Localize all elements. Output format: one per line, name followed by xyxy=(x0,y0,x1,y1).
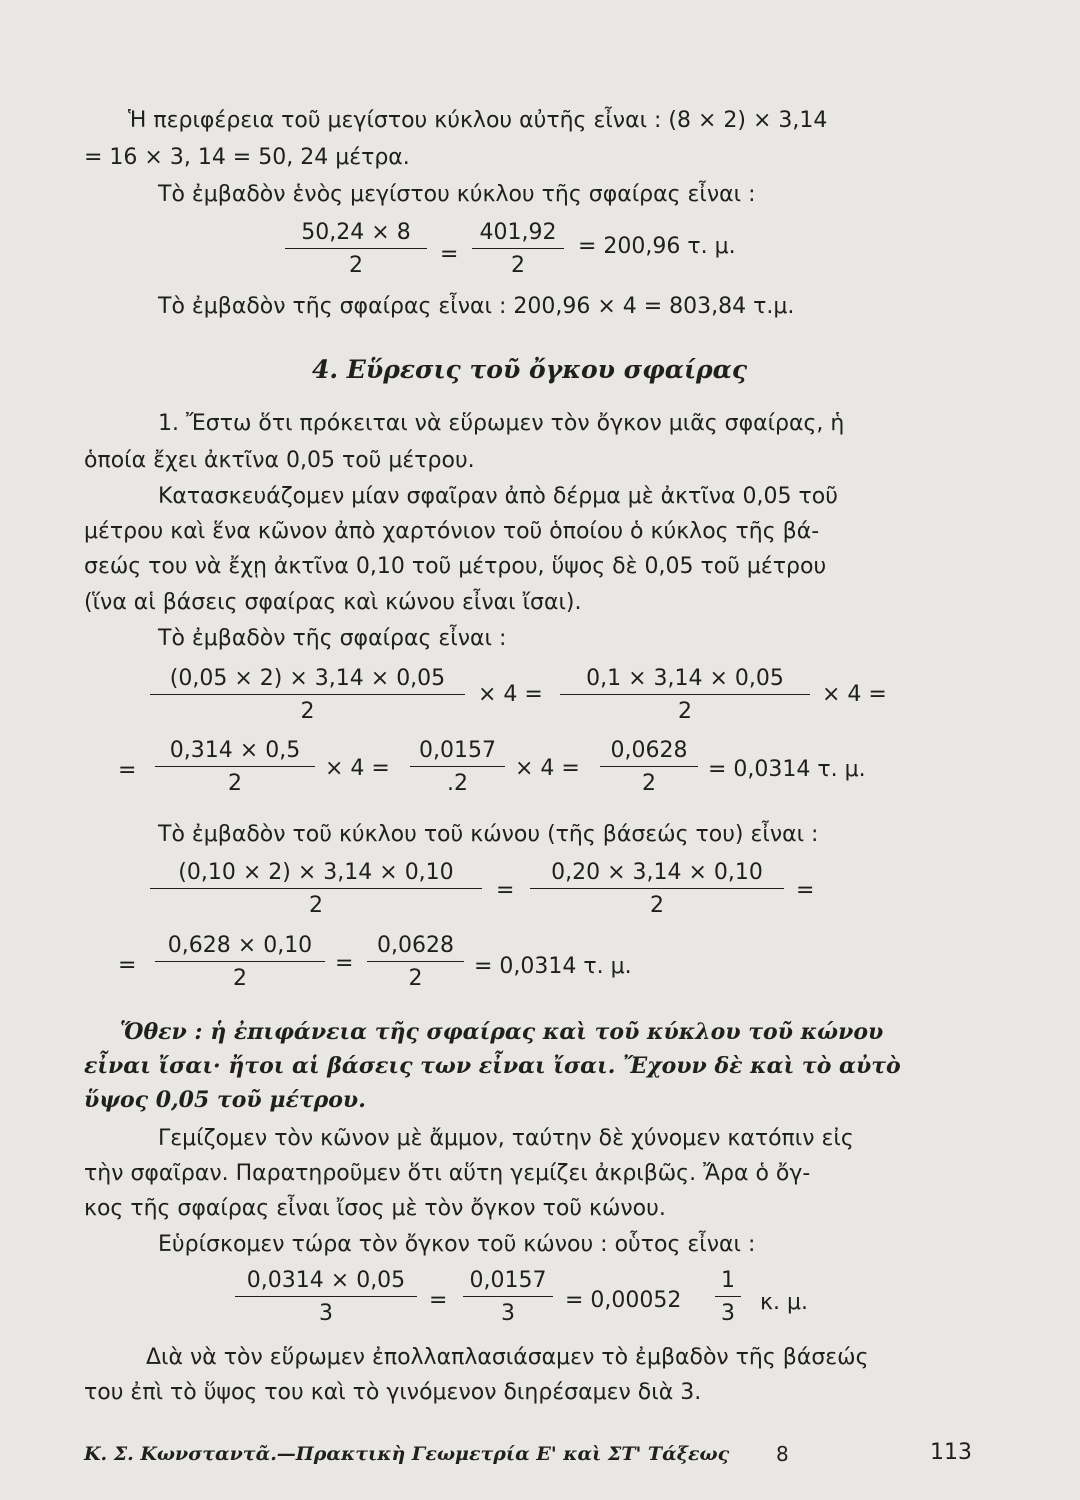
text-line: σεώς του νὰ ἔχῃ ἀκτῖνα 0,10 τοῦ μέτρου, ὕψος δὲ 0,05 τοῦ μέτρου xyxy=(84,554,827,579)
fraction xyxy=(472,222,564,277)
text-line: Ἡ περιφέρεια τοῦ μεγίστου κύκλου αὐτῆς εἶναι : (8 × 2) × 3,14 xyxy=(128,108,828,133)
text-line: Τὸ ἐμβαδὸν τοῦ κύκλου τοῦ κώνου (τῆς βάσεώς του) εἶναι : xyxy=(158,822,819,847)
conclusion-line: Ὅθεν : ἡ ἐπιφάνεια τῆς σφαίρας καὶ τοῦ κύκλου τοῦ κώνου xyxy=(120,1019,884,1045)
operator: = 0,00052 xyxy=(565,1288,682,1313)
unit: κ. μ. xyxy=(760,1290,808,1315)
denominator: 2 xyxy=(650,893,664,918)
section-heading: 4. Εὕρεσις τοῦ ὄγκου σφαίρας xyxy=(312,355,748,384)
fraction xyxy=(463,1270,553,1325)
text-line: Διὰ νὰ τὸν εὕρωμεν ἐπολλαπλασιάσαμεν τὸ ἐμβαδὸν τῆς βάσεώς xyxy=(146,1345,869,1370)
numerator: 0,0628 xyxy=(367,935,464,962)
operator: × 4 = xyxy=(822,682,887,707)
fraction xyxy=(155,740,315,795)
page-number: 113 xyxy=(930,1440,972,1465)
equals-sign: = xyxy=(429,1288,448,1313)
numerator: 1 xyxy=(715,1270,741,1297)
numerator: 0,0314 × 0,05 xyxy=(235,1270,417,1297)
denominator: 2 xyxy=(511,253,525,278)
denominator: 2 xyxy=(408,966,423,991)
numerator: 0,314 × 0,5 xyxy=(155,740,315,767)
equals-sign: = xyxy=(496,878,515,903)
fraction xyxy=(600,740,698,795)
denominator: 2 xyxy=(678,699,692,724)
denominator: 3 xyxy=(319,1301,333,1326)
text-line: του ἐπὶ τὸ ὕψος του καὶ τὸ γινόμενον διηρέσαμεν διὰ 3. xyxy=(84,1380,702,1405)
denominator: 2 xyxy=(309,893,323,918)
equals-sign: = xyxy=(118,758,137,783)
text-line: Εὑρίσκομεν τώρα τὸν ὄγκον τοῦ κώνου : οὗτος εἶναι : xyxy=(158,1232,756,1257)
fraction xyxy=(235,1270,417,1325)
fraction xyxy=(155,935,325,990)
operator: × 4 = xyxy=(478,682,543,707)
text-line: (ἵνα αἱ βάσεις σφαίρας καὶ κώνου εἶναι ἴσαι). xyxy=(84,590,582,615)
fraction xyxy=(410,740,505,795)
result: = 200,96 τ. μ. xyxy=(578,234,736,259)
operator: × 4 = xyxy=(515,756,580,781)
conclusion-line: εἶναι ἴσαι· ἤτοι αἱ βάσεις των εἶναι ἴσαι. Ἔχουν δὲ καὶ τὸ αὐτὸ xyxy=(84,1053,901,1079)
denominator: 3 xyxy=(721,1301,735,1326)
conclusion-line: ὕψος 0,05 τοῦ μέτρου. xyxy=(84,1087,366,1113)
numerator: 0,0157 xyxy=(410,740,505,767)
text-line: = 16 × 3, 14 = 50, 24 μέτρα. xyxy=(84,145,410,170)
operator: × 4 = xyxy=(325,756,390,781)
equals-sign: = xyxy=(118,953,137,978)
text-line: Τὸ ἐμβαδὸν ἑνὸς μεγίστου κύκλου τῆς σφαίρας εἶναι : xyxy=(158,182,756,207)
footer-citation: Κ. Σ. Κωνσταντᾶ.—Πρακτικὴ Γεωμετρία Ε' καὶ ΣΤ' Τάξεως xyxy=(84,1443,730,1465)
denominator: 2 xyxy=(228,771,242,796)
denominator: 3 xyxy=(501,1301,515,1326)
denominator: 2 xyxy=(233,966,247,991)
equals-sign: = xyxy=(796,878,815,903)
signature-mark: 8 xyxy=(776,1442,789,1466)
text-line: 1. Ἔστω ὅτι πρόκειται νὰ εὕρωμεν τὸν ὄγκον μιᾶς σφαίρας, ἡ xyxy=(158,411,845,436)
text-line: Τὸ ἐμβαδὸν τῆς σφαίρας εἶναι : xyxy=(158,626,507,651)
fraction xyxy=(560,668,810,723)
denominator: 2 xyxy=(300,699,315,724)
text-line: ὁποία ἔχει ἀκτῖνα 0,05 τοῦ μέτρου. xyxy=(84,448,475,473)
numerator: 0,628 × 0,10 xyxy=(155,935,325,962)
fraction xyxy=(150,862,482,917)
text-line: Γεμίζομεν τὸν κῶνον μὲ ἄμμον, ταύτην δὲ χύνομεν κατόπιν εἰς xyxy=(158,1126,854,1151)
numerator: (0,05 × 2) × 3,14 × 0,05 xyxy=(150,668,465,695)
fraction xyxy=(367,935,464,990)
text-line: μέτρου καὶ ἕνα κῶνον ἀπὸ χαρτόνιον τοῦ ὁποίου ὁ κύκλος τῆς βά- xyxy=(84,519,820,544)
equals-sign: = xyxy=(440,242,459,267)
denominator: 2 xyxy=(349,253,363,278)
text-line: Κατασκευάζομεν μίαν σφαῖραν ἀπὸ δέρμα μὲ ἀκτῖνα 0,05 τοῦ xyxy=(158,484,838,509)
text-line: τὴν σφαῖραν. Παρατηροῦμεν ὅτι αὕτη γεμίζει ἀκριβῶς. Ἄρα ὁ ὄγ- xyxy=(84,1161,811,1186)
fraction xyxy=(150,668,465,723)
text-line: Τὸ ἐμβαδὸν τῆς σφαίρας εἶναι : 200,96 × 4 = 803,84 τ.μ. xyxy=(158,294,795,319)
numerator: 0,20 × 3,14 × 0,10 xyxy=(530,862,784,889)
numerator: 0,0157 xyxy=(463,1270,553,1297)
numerator: 0,0628 xyxy=(600,740,698,767)
equals-sign: = xyxy=(335,951,354,976)
denominator: .2 xyxy=(447,771,468,796)
numerator: 50,24 × 8 xyxy=(285,222,427,249)
fraction xyxy=(285,222,427,277)
result: = 0,0314 τ. μ. xyxy=(708,757,866,782)
fraction xyxy=(530,862,784,917)
numerator: 0,1 × 3,14 × 0,05 xyxy=(560,668,810,695)
denominator: 2 xyxy=(642,771,656,796)
numerator: (0,10 × 2) × 3,14 × 0,10 xyxy=(150,862,482,889)
text-line: κος τῆς σφαίρας εἶναι ἴσος μὲ τὸν ὄγκον τοῦ κώνου. xyxy=(84,1196,666,1221)
result: = 0,0314 τ. μ. xyxy=(474,954,632,979)
fraction xyxy=(715,1270,741,1325)
numerator: 401,92 xyxy=(472,222,564,249)
